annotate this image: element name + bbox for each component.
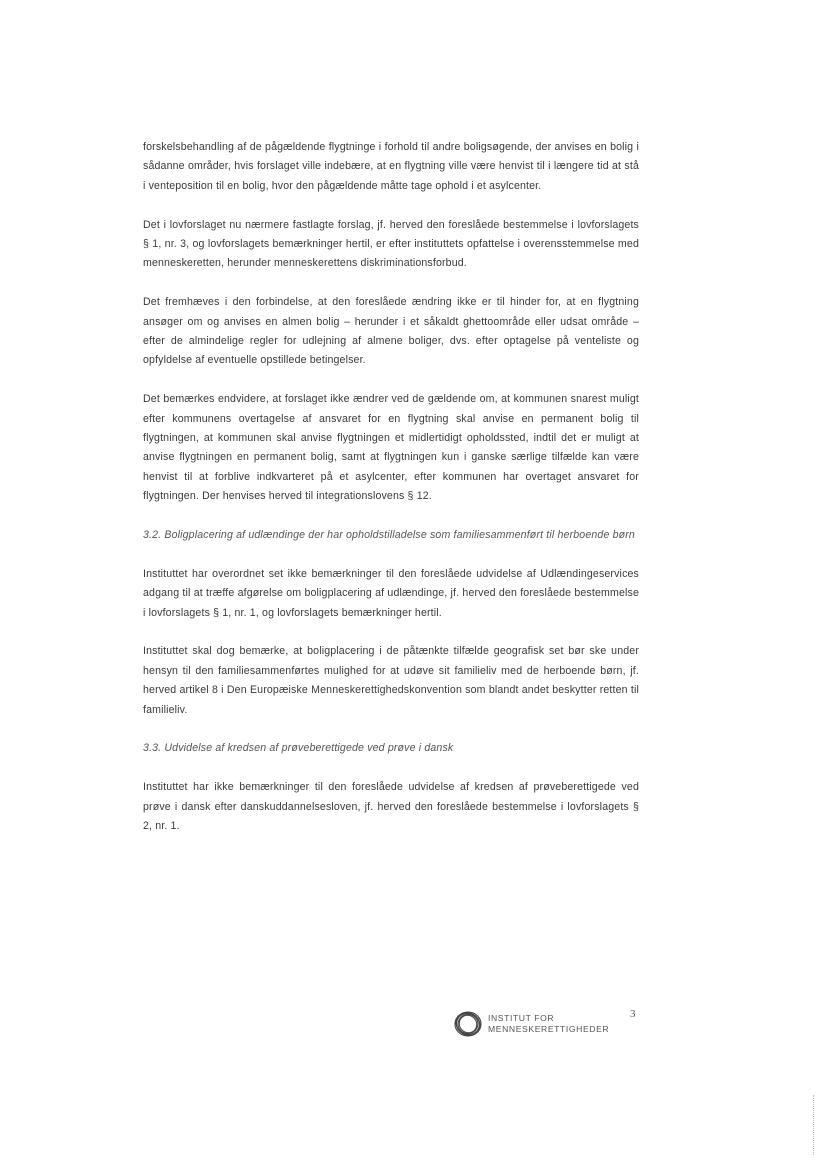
paragraph-1: forskelsbehandling af de pågældende flygtninge i forhold til andre boligsøgende, der anvises en bolig i sådanne områder, hvis forslaget ville indebære, at en flygtning ville være henvist til i længere tid at stå i venteposition til en bolig, hvor den pågældende måtte tage ophold i et asylcenter. [143,141,639,192]
logo-line-2: MENNESKERETTIGHEDER [488,1024,610,1034]
section-3-2-heading: 3.2. Boligplacering af udlændinge der har opholdstilladelse som familiesammenført til herboende børn [143,529,635,542]
logo-line-1: INSTITUT FOR [488,1013,555,1023]
institute-ring-icon [452,1008,484,1040]
scan-edge-marks [813,1095,816,1155]
logo-text [488,1013,609,1035]
paragraph-4: Det bemærkes endvidere, at forslaget ikke ændrer ved de gældende om, at kommunen snarest muligt efter kommunens overtagelse af ansvaret for en flygtning skal anvise en permanent bolig til flygtningen, at kommunen skal anvise flygtningen et midlertidigt opholdssted, indtil det er muligt at anvise flygtningen en permanent bolig, samt at flygtningen kun i ganske særlige tilfælde kan være henvist til at forblive indkvarteret på et asylcenter, efter kommunen har overtaget ansvaret for flygtningen. Der henvises herved til integrationslovens § 12. [143,393,639,503]
document-body [143,138,639,856]
page-number: 3 [630,1008,636,1020]
paragraph-2: Det i lovforslaget nu nærmere fastlagte forslag, jf. herved den foreslåede bestemmelse i lovforslagets § 1, nr. 3, og lovforslagets bemærkninger hertil, er efter instituttets opfattelse i overensstemmelse med menneskeretten, herunder menneskerettens diskriminationsforbud. [143,218,639,270]
section-3-2-paragraph-2: Instituttet skal dog bemærke, at boligplacering i de påtænkte tilfælde geografisk set bør ske under hensyn til den familiesammenførtes mulighed for at udøve sit familieliv med de herboende børn, jf. herved artikel 8 i Den Europæiske Menneskerettighedskonvention som blandt andet beskytter retten til familieliv. [143,645,639,716]
section-3-2-paragraph-1: Instituttet har overordnet set ikke bemærkninger til den foreslåede udvidelse af Udlændingeservices adgang til at træffe afgørelse om boligplacering af udlændinge, jf. herved den foreslåede bestemmelse i lovforslagets § 1, nr. 1, og lovforslagets bemærkninger hertil. [143,567,639,619]
paragraph-3: Det fremhæves i den forbindelse, at den foreslåede ændring ikke er til hinder for, at en flygtning ansøger om og anvises en almen bolig – herunder i et såkaldt ghettoområde eller udsat område – efter de almindelige regler for udlejning af almene boliger, dvs. efter optagelse på venteliste og opfyldelse af eventuelle opstillede betingelser. [143,296,639,367]
section-3-3-heading: 3.3. Udvidelse af kredsen af prøveberettigede ved prøve i dansk [143,742,454,755]
institute-logo [452,1008,609,1040]
section-3-3-paragraph-1: Instituttet har ikke bemærkninger til den foreslåede udvidelse af kredsen af prøveberettigede ved prøve i dansk efter danskuddannelsesloven, jf. herved den foreslåede bestemmelse i lovforslagets § 2, nr. 1. [143,781,639,833]
